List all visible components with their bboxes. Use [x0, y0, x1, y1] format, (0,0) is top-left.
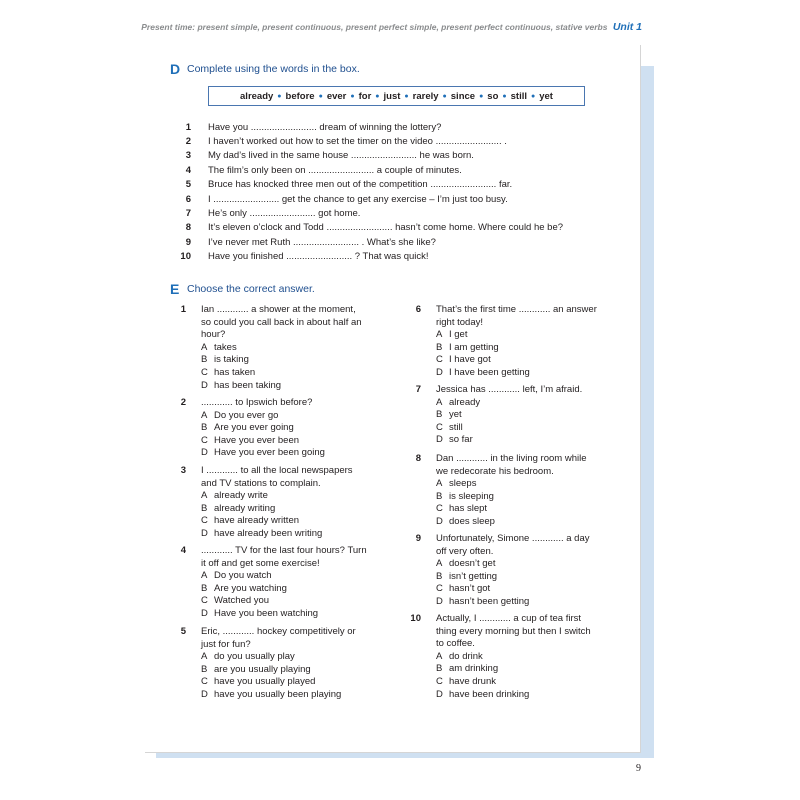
answer-option [436, 596, 589, 609]
bullet-separator: ● [442, 92, 447, 100]
unit-label: Unit 1 [612, 21, 642, 33]
word-box-word: just [383, 90, 401, 102]
answer-option [436, 367, 597, 380]
answer-option [201, 367, 362, 380]
item-sentence: Have you finished ......................... ? That was quick! [208, 251, 429, 263]
question-stem-line: That’s the first time ............ an answer [436, 304, 597, 315]
option-text: does sleep [449, 515, 495, 527]
option-text: still [449, 421, 463, 433]
option-letter: A [436, 396, 443, 408]
option-letter: D [436, 366, 443, 378]
option-letter: B [201, 663, 208, 675]
question [399, 453, 586, 529]
question [399, 533, 589, 609]
option-letter: D [201, 688, 208, 700]
option-letter: C [436, 583, 443, 595]
answer-option [436, 491, 586, 504]
answer-option [201, 595, 367, 608]
question-stem-line: Unfortunately, Simone ............ a day [436, 533, 590, 544]
question-stem-line: off very often. [436, 545, 494, 557]
option-text: Watched you [214, 595, 270, 607]
item-sentence: Have you ......................... dream of winning the lottery? [208, 121, 442, 133]
item-sentence: I’ve never met Ruth ......................... . What’s she like? [208, 236, 436, 248]
option-text: have already been writing [214, 527, 323, 539]
answer-option [201, 528, 353, 541]
option-text: is taking [214, 354, 249, 366]
option-letter: A [436, 650, 443, 662]
option-text: so far [449, 434, 473, 446]
question-stem-line: so could you call back in about half an [201, 316, 362, 328]
option-letter: B [436, 663, 443, 675]
section-e-title: Choose the correct answer. [187, 283, 315, 295]
question [399, 304, 597, 380]
bullet-separator: ● [375, 92, 380, 100]
answer-option [201, 490, 353, 503]
item-number: 1 [185, 121, 191, 133]
question [164, 304, 362, 392]
answer-option [436, 478, 586, 491]
option-letter: A [436, 478, 443, 490]
exercise-item [171, 206, 563, 220]
word-box-word: still [510, 90, 527, 102]
section-d-title: Complete using the words in the box. [187, 63, 360, 75]
section-d-letter: D [170, 61, 181, 77]
running-header [141, 21, 642, 33]
option-letter: B [201, 582, 208, 594]
option-text: Are you watching [214, 582, 287, 594]
exercise-item [171, 120, 563, 134]
option-letter: A [436, 329, 443, 341]
item-number: 6 [185, 193, 191, 205]
option-text: is sleeping [449, 490, 494, 502]
bullet-separator: ● [277, 92, 282, 100]
option-letter: B [436, 409, 443, 421]
question [399, 384, 582, 447]
word-box-word: rarely [412, 90, 439, 102]
option-text: I get [449, 329, 468, 341]
question-stem-line: Ian ............ a shower at the moment, [201, 304, 356, 315]
running-header-text: Present time: present simple, present continuous, present perfect simple, present perfect continuous, stative verbs [141, 22, 608, 32]
option-text: I have been getting [449, 366, 530, 378]
question-stem-line: to coffee. [436, 638, 475, 650]
option-text: Are you ever going [214, 422, 294, 434]
option-letter: A [436, 558, 443, 570]
word-box-word: already [240, 90, 274, 102]
option-text: Have you been watching [214, 607, 319, 619]
answer-option [201, 689, 356, 702]
question-stem-line: it off and get some exercise! [201, 557, 320, 569]
option-letter: D [201, 527, 208, 539]
question-stem-line: ............ TV for the last four hours? Turn [201, 545, 367, 556]
word-box-word: so [487, 90, 499, 102]
option-letter: C [436, 675, 443, 687]
option-letter: B [201, 422, 208, 434]
item-number: 8 [185, 222, 191, 234]
item-number: 5 [185, 179, 191, 191]
option-text: have already written [214, 515, 300, 527]
question-number: 6 [415, 304, 421, 315]
option-text: have been drinking [449, 688, 530, 700]
question-stem-line: thing every morning but then I switch [436, 625, 591, 637]
option-letter: A [201, 409, 208, 421]
answer-option [201, 664, 356, 677]
item-sentence: I haven’t worked out how to set the timer on the video ......................... . [208, 136, 507, 148]
section-d-items [171, 120, 563, 264]
answer-option [436, 571, 589, 584]
item-sentence: Bruce has knocked three men out of the competition ......................... far. [208, 179, 513, 191]
option-letter: A [201, 341, 208, 353]
question-stem-line: I ............ to all the local newspapers [201, 465, 353, 476]
answer-option [201, 410, 325, 423]
answer-option [436, 516, 586, 529]
bullet-separator: ● [318, 92, 323, 100]
item-sentence: He’s only ......................... got home. [208, 208, 361, 220]
option-letter: C [201, 595, 208, 607]
option-letter: C [201, 515, 208, 527]
answer-option [201, 608, 367, 621]
option-text: hasn’t been getting [449, 595, 530, 607]
question-number: 1 [180, 304, 186, 315]
option-letter: C [436, 421, 443, 433]
question-number: 10 [410, 613, 421, 624]
option-text: are you usually playing [214, 663, 311, 675]
answer-option [436, 663, 591, 676]
option-text: isn’t getting [449, 570, 498, 582]
option-text: already [449, 396, 481, 408]
answer-option [436, 329, 597, 342]
option-text: do drink [449, 650, 483, 662]
item-number: 2 [185, 136, 191, 148]
option-letter: B [436, 341, 443, 353]
question [164, 545, 367, 621]
answer-option [201, 447, 325, 460]
option-text: have you usually played [214, 676, 316, 688]
bullet-separator: ● [502, 92, 507, 100]
exercise-item [171, 149, 563, 163]
item-number: 9 [185, 236, 191, 248]
item-number: 7 [185, 208, 191, 220]
question-stem-line: and TV stations to complain. [201, 477, 321, 489]
option-letter: D [201, 447, 208, 459]
option-letter: D [436, 515, 443, 527]
item-sentence: The film’s only been on ......................... a couple of minutes. [208, 164, 462, 176]
exercise-item [171, 221, 563, 235]
answer-option [201, 354, 362, 367]
question-stem-line: Eric, ............ hockey competitively or [201, 626, 356, 637]
option-letter: B [201, 354, 208, 366]
answer-option [436, 583, 589, 596]
question [164, 397, 325, 460]
item-number: 10 [180, 251, 191, 263]
option-letter: C [201, 366, 208, 378]
option-letter: B [436, 570, 443, 582]
answer-option [201, 342, 362, 355]
question-stem-line: hour? [201, 329, 226, 341]
question-stem-line: just for fun? [201, 638, 251, 650]
exercise-item [171, 134, 563, 148]
option-letter: A [201, 651, 208, 663]
item-sentence: My dad’s lived in the same house ......................... he was born. [208, 150, 474, 162]
word-box [208, 86, 585, 106]
page-number: 9 [636, 763, 641, 774]
question-stem-line: Actually, I ............ a cup of tea first [436, 613, 582, 624]
option-text: sleeps [449, 478, 477, 490]
option-text: Do you watch [214, 570, 272, 582]
question [164, 465, 353, 541]
answer-option [201, 380, 362, 393]
option-text: hasn’t got [449, 583, 491, 595]
item-sentence: I ......................... get the chance to get any exercise – I’m just too busy. [208, 193, 508, 205]
option-letter: B [436, 490, 443, 502]
answer-option [436, 503, 586, 516]
answer-option [436, 422, 582, 435]
word-box-word: since [450, 90, 476, 102]
exercise-item [171, 235, 563, 249]
question-stem-line: we redecorate his bedroom. [436, 465, 554, 477]
bullet-separator: ● [404, 92, 409, 100]
answer-option [201, 422, 325, 435]
answer-option [201, 570, 367, 583]
option-letter: C [436, 503, 443, 515]
answer-option [201, 651, 356, 664]
question-stem-line: Jessica has ............ left, I’m afraid. [436, 384, 583, 395]
item-sentence: It’s eleven o’clock and Todd ......................... hasn’t come home. Where could he be? [208, 222, 564, 234]
item-number: 3 [185, 150, 191, 162]
answer-option [436, 354, 597, 367]
question-number: 3 [180, 465, 186, 476]
option-text: am drinking [449, 663, 499, 675]
answer-option [436, 558, 589, 571]
answer-option [436, 409, 582, 422]
answer-option [201, 583, 367, 596]
question-number: 2 [180, 397, 186, 408]
option-letter: B [201, 502, 208, 514]
option-text: have drunk [449, 675, 497, 687]
option-letter: D [436, 595, 443, 607]
option-text: Do you ever go [214, 409, 279, 421]
option-text: doesn’t get [449, 558, 496, 570]
answer-option [436, 434, 582, 447]
option-text: I have got [449, 354, 491, 366]
option-text: Have you ever been [214, 434, 300, 446]
answer-option [201, 435, 325, 448]
word-box-word: for [358, 90, 372, 102]
option-letter: D [201, 379, 208, 391]
option-text: yet [449, 409, 462, 421]
question [164, 626, 356, 702]
option-letter: C [201, 676, 208, 688]
question [399, 613, 591, 701]
option-letter: A [201, 490, 208, 502]
exercise-item [171, 250, 563, 264]
answer-option [436, 676, 591, 689]
option-letter: C [436, 354, 443, 366]
answer-option [436, 342, 597, 355]
question-stem-line: Dan ............ in the living room while [436, 453, 587, 464]
word-box-word: ever [326, 90, 347, 102]
exercise-item [171, 163, 563, 177]
answer-option [201, 503, 353, 516]
option-text: takes [214, 341, 237, 353]
word-box-word: before [285, 90, 315, 102]
option-text: do you usually play [214, 651, 295, 663]
option-text: already write [214, 490, 268, 502]
question-number: 5 [180, 626, 186, 637]
option-letter: C [201, 434, 208, 446]
exercise-item [171, 192, 563, 206]
answer-option [436, 689, 591, 702]
answer-option [436, 651, 591, 664]
option-letter: D [201, 607, 208, 619]
bullet-separator: ● [479, 92, 484, 100]
bullet-separator: ● [350, 92, 355, 100]
option-text: have you usually been playing [214, 688, 342, 700]
option-text: already writing [214, 502, 276, 514]
answer-option [201, 515, 353, 528]
question-number: 8 [415, 453, 421, 464]
word-box-word: yet [539, 90, 553, 102]
question-stem-line: ............ to Ipswich before? [201, 397, 313, 408]
option-text: I am getting [449, 341, 499, 353]
question-number: 7 [415, 384, 421, 395]
option-text: Have you ever been going [214, 447, 325, 459]
option-letter: D [436, 688, 443, 700]
bullet-separator: ● [531, 92, 536, 100]
answer-option [201, 676, 356, 689]
exercise-item [171, 178, 563, 192]
question-number: 4 [180, 545, 186, 556]
option-text: has slept [449, 503, 488, 515]
answer-option [436, 397, 582, 410]
question-number: 9 [415, 533, 421, 544]
option-text: has been taking [214, 379, 282, 391]
option-letter: D [436, 434, 443, 446]
option-text: has taken [214, 366, 256, 378]
section-e-letter: E [170, 281, 180, 297]
item-number: 4 [185, 164, 191, 176]
option-letter: A [201, 570, 208, 582]
question-stem-line: right today! [436, 316, 483, 328]
